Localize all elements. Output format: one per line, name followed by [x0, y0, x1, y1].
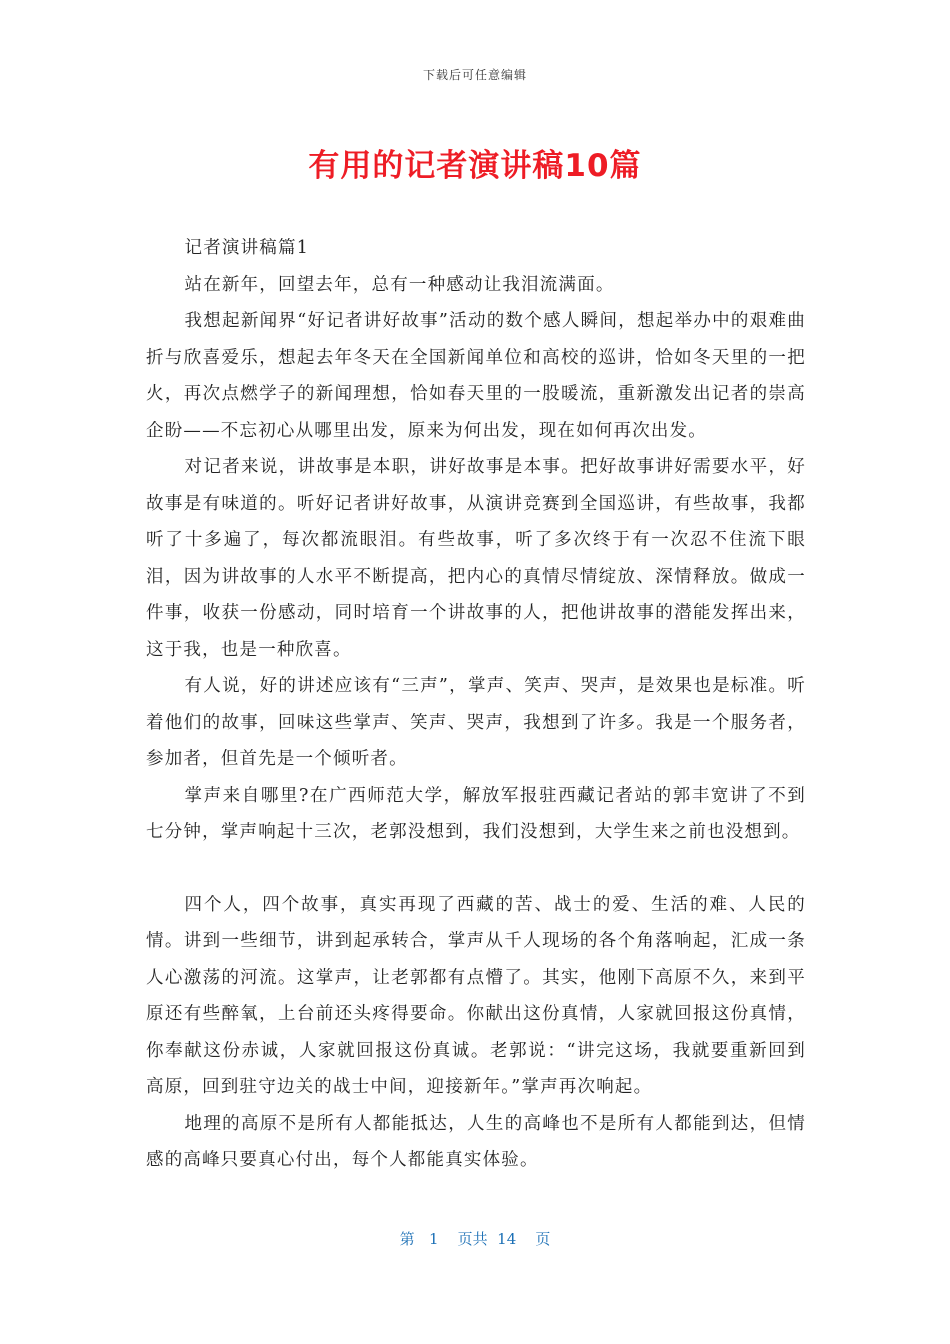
page-footer: [0, 1228, 950, 1249]
header-note: 下载后可任意编辑: [422, 68, 527, 82]
document-title: 有用的记者演讲稿10篇: [308, 148, 642, 184]
paragraph: 四个人，四个故事，真实再现了西藏的苦、战士的爱、生活的难、人民的情。讲到一些细节，讲到起承转合，掌声从千人现场的各个角落响起，汇成一条人心激荡的河流。这掌声，让老郭都有点懵了。其实，他刚下高原不久，来到平原还有些醉氧，上台前还头疼得要命。你献出这份真情，人家就回报这份真情，你奉献这份赤诚，人家就回报这份真诚。老郭说：“讲完这场，我就要重新回到高原，回到驻守边关的战士中间，迎接新年。”掌声再次响起。: [146, 894, 806, 1097]
footer-page-label: 第: [399, 1230, 415, 1248]
paragraph: 对记者来说，讲故事是本职，讲好故事是本事。把好故事讲好需要水平，好故事是有味道的。听好记者讲好故事，从演讲竞赛到全国巡讲，有些故事，我都听了十多遍了，每次都流眼泪。有些故事，听了多次终于有一次忍不住流下眼泪，因为讲故事的人水平不断提高，把内心的真情尽情绽放、深情释放。做成一件事，收获一份感动，同时培育一个讲故事的人，把他讲故事的潜能发挥出来，这于我，也是一种欣喜。: [146, 457, 806, 660]
paragraph: 站在新年，回望去年，总有一种感动让我泪流满面。: [184, 274, 615, 295]
document-body: [146, 230, 806, 1179]
footer-page-suffix: 页: [535, 1230, 551, 1248]
paragraph: 地理的高原不是所有人都能抵达，人生的高峰也不是所有人都能到达，但情感的高峰只要真心付出，每个人都能真实体验。: [146, 1113, 806, 1170]
paragraph: 掌声来自哪里?在广西师范大学，解放军报驻西藏记者站的郭丰宽讲了不到七分钟，掌声响起十三次，老郭没想到，我们没想到，大学生来之前也没想到。: [146, 785, 806, 842]
paragraph: 有人说，好的讲述应该有“三声”，掌声、笑声、哭声，是效果也是标准。听着他们的故事，回味这些掌声、笑声、哭声，我想到了许多。我是一个服务者，参加者，但首先是一个倾听者。: [146, 676, 806, 769]
paragraph: 我想起新闻界“好记者讲好故事”活动的数个感人瞬间，想起举办中的艰难曲折与欣喜爱乐，想起去年冬天在全国新闻单位和高校的巡讲，恰如冬天里的一把火，再次点燃学子的新闻理想，恰如春天里的一股暖流，重新激发出记者的崇高企盼——不忘初心从哪里出发，原来为何出发，现在如何再次出发。: [146, 311, 806, 441]
section-heading: 记者演讲稿篇1: [184, 238, 310, 258]
footer-page-middle: 页共: [457, 1230, 488, 1248]
footer-page-current: 1: [428, 1230, 439, 1248]
footer-page-total: 14: [497, 1230, 517, 1248]
